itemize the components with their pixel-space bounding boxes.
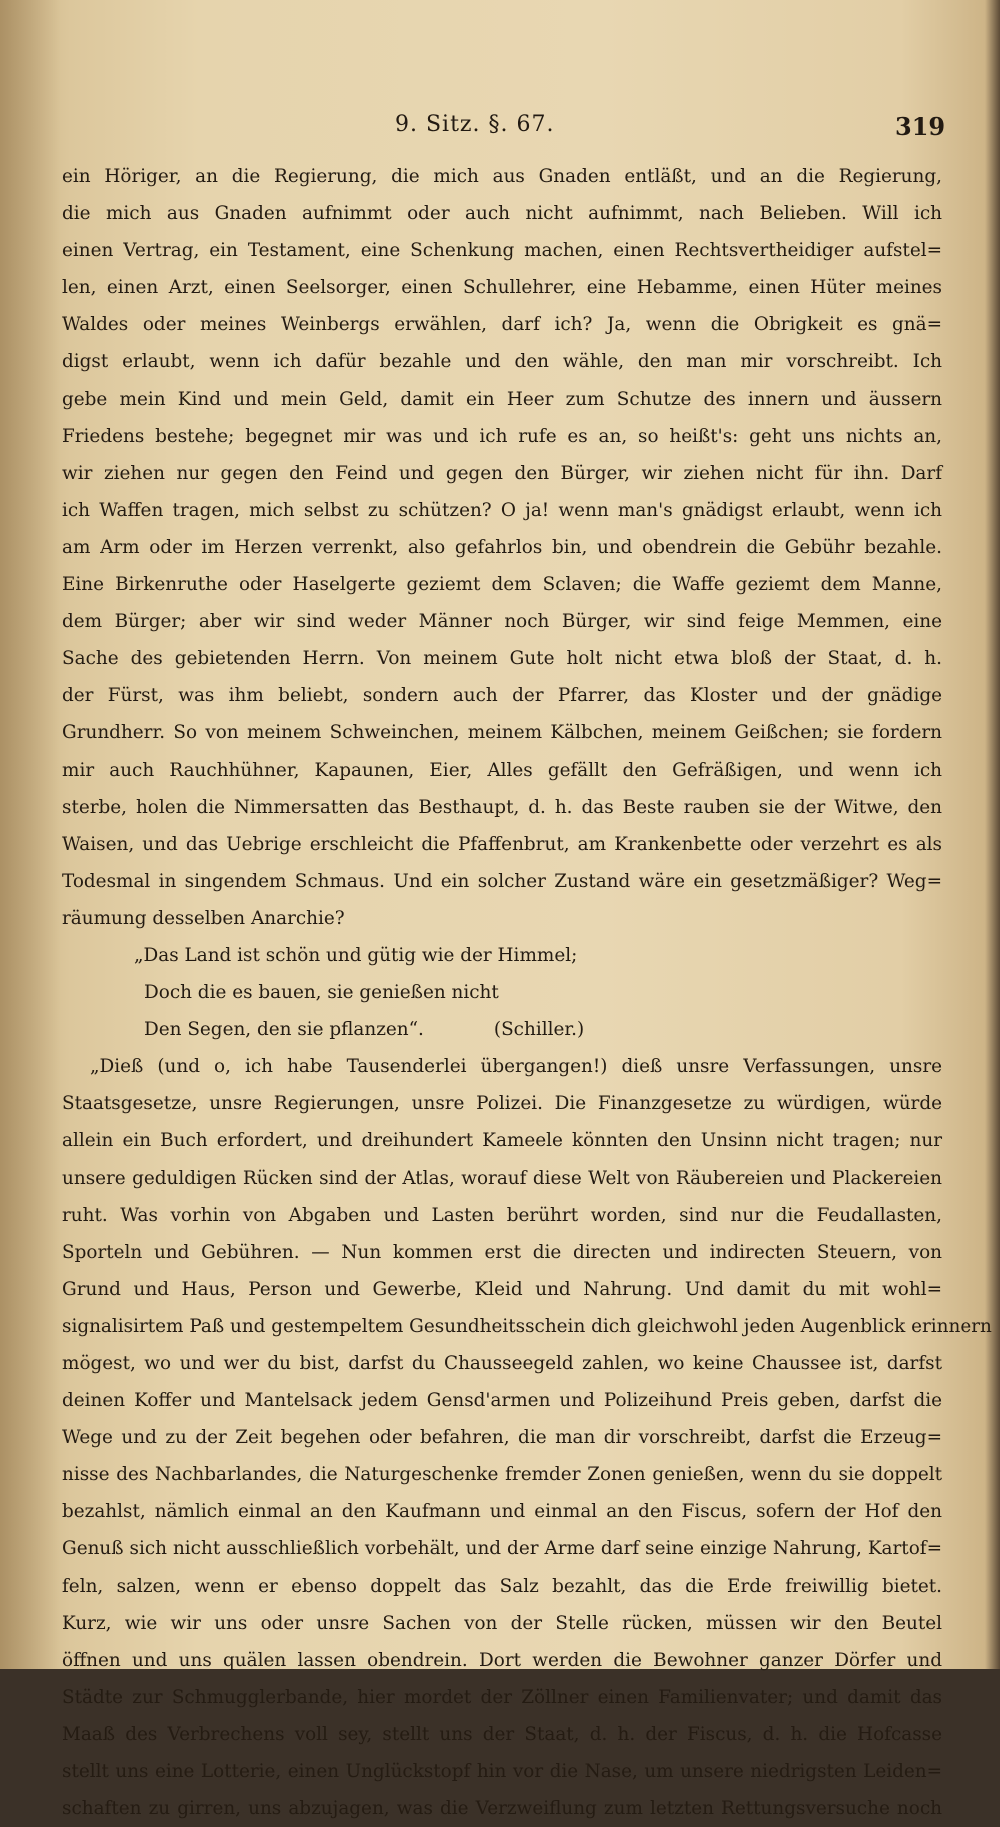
text-line: mögest, wo und wer du bist, darfst du Chausseegeld zahlen, wo keine Chaussee ist, darfst <box>62 1353 942 1374</box>
text-line: Grundherr. So von meinem Schweinchen, meinem Kälbchen, meinem Geißchen; sie fordern <box>62 722 942 744</box>
text-line: deinen Koffer und Mantelsack jedem Gensd'armen und Polizeihund Preis geben, darfst die <box>62 1390 942 1412</box>
page-number: 319 <box>895 112 946 141</box>
text-line: Waisen, und das Uebrige erschleicht die Pfaffenbrut, am Krankenbette oder verzehrt es als <box>62 833 942 855</box>
verse-citation: (Schiller.) <box>493 1019 585 1041</box>
verse-line: Doch die es bauen, sie genießen nicht <box>144 982 499 1004</box>
text-line: signalisirtem Paß und gestempeltem Gesundheitsschein dich gleichwohl jeden Augenblick erinnern <box>62 1315 992 1337</box>
text-line: nisse des Nachbarlandes, die Naturgeschenke fremder Zonen genießen, wenn du sie doppelt <box>62 1464 942 1486</box>
text-line: sterbe, holen die Nimmersatten das Besthaupt, d. h. das Beste rauben sie der Witwe, den <box>62 796 942 818</box>
text-line: ich Waffen tragen, mich selbst zu schützen? O ja! wenn man's gnädigst erlaubt, wenn ich <box>62 499 942 521</box>
text-line: räumung desselben Anarchie? <box>62 907 345 929</box>
text-line: len, einen Arzt, einen Seelsorger, einen Schullehrer, eine Hebamme, einen Hüter meines <box>62 277 942 299</box>
verse-line <box>62 1011 942 1048</box>
text-line: Eine Birkenruthe oder Haselgerte geziemt dem Sclaven; die Waffe geziemt dem Manne, <box>62 574 942 596</box>
text-line: schaften zu girren, uns abzujagen, was die Verzweiflung zum letzten Rettungsversuche noch <box>62 1798 942 1820</box>
page-header <box>0 112 1000 152</box>
text-line: unsere geduldigen Rücken sind der Atlas, worauf diese Welt von Räubereien und Plackereien <box>62 1167 942 1189</box>
text-line: Grund und Haus, Person und Gewerbe, Kleid und Nahrung. Und damit du mit wohl= <box>62 1278 942 1300</box>
text-line: allein ein Buch erfordert, und dreihundert Kameele könnten den Unsinn nicht tragen; nur <box>62 1130 942 1152</box>
text-line: einen Vertrag, ein Testament, eine Schenkung machen, einen Rechtsvertheidiger aufstel= <box>62 240 942 262</box>
text-line: Waldes oder meines Weinbergs erwählen, darf ich? Ja, wenn die Obrigkeit es gnä= <box>62 314 942 336</box>
text-line: Kurz, wie wir uns oder unsre Sachen von der Stelle rücken, müssen wir den Beutel <box>62 1612 942 1634</box>
text-line: Sporteln und Gebühren. — Nun kommen erst die directen und indirecten Steuern, von <box>62 1241 942 1263</box>
text-line: Todesmal in singendem Schmaus. Und ein solcher Zustand wäre ein gesetzmäßiger? Weg= <box>62 870 942 892</box>
text-line: öffnen und uns quälen lassen obendrein. Dort werden die Bewohner ganzer Dörfer und <box>62 1649 942 1671</box>
text-line: ein Höriger, an die Regierung, die mich aus Gnaden entläßt, und an die Regierung, <box>62 166 942 187</box>
text-line: „Dieß (und o, ich habe Tausenderlei übergangen!) dieß unsre Verfassungen, unsre <box>90 1056 942 1078</box>
text-line: am Arm oder im Herzen verrenkt, also gefahrlos bin, und obendrein die Gebühr bezahle. <box>62 536 942 558</box>
text-line: Friedens bestehe; begegnet mir was und ich rufe es an, so heißt's: geht uns nichts an, <box>62 425 942 447</box>
text-line: stellt uns eine Lotterie, einen Unglückstopf hin vor die Nase, um unsere niedrigsten Leiden= <box>62 1761 942 1783</box>
text-line: gebe mein Kind und mein Geld, damit ein Heer zum Schutze des innern und äussern <box>62 388 942 410</box>
verse-line: „Das Land ist schön und gütig wie der Himmel; <box>134 944 578 966</box>
text-line: Städte zur Schmugglerbande, hier mordet der Zöllner einen Familienvater; und damit das <box>62 1686 942 1708</box>
text-line: dem Bürger; aber wir sind weder Männer noch Bürger, wir sind feige Memmen, eine <box>62 611 942 633</box>
text-line: ruht. Was vorhin von Abgaben und Lasten berührt worden, sind nur die Feudallasten, <box>62 1204 942 1226</box>
text-line: digst erlaubt, wenn ich dafür bezahle und den wähle, den man mir vorschreibt. Ich <box>62 351 942 373</box>
text-line: feln, salzen, wenn er ebenso doppelt das Salz bezahlt, das die Erde freiwillig bietet. <box>62 1575 942 1597</box>
text-line: der Fürst, was ihm beliebt, sondern auch der Pfarrer, das Kloster und der gnädige <box>62 685 942 707</box>
text-line: bezahlst, nämlich einmal an den Kaufmann und einmal an den Fiscus, sofern der Hof den <box>62 1501 942 1523</box>
text-line: wir ziehen nur gegen den Feind und gegen den Bürger, wir ziehen nicht für ihn. Darf <box>62 462 942 484</box>
text-line: Genuß sich nicht ausschließlich vorbehält, und der Arme darf seine einzige Nahrung, Kartof= <box>62 1538 942 1560</box>
text-line: Staatsgesetze, unsre Regierungen, unsre Polizei. Die Finanzgesetze zu würdigen, würde <box>62 1093 942 1115</box>
text-line: mir auch Rauchhühner, Kapaunen, Eier, Alles gefällt den Gefräßigen, und wenn ich <box>62 759 942 781</box>
text-line: Wege und zu der Zeit begehen oder befahren, die man dir vorschreibt, darfst die Erzeug= <box>62 1427 942 1449</box>
running-head: 9. Sitz. §. 67. <box>395 112 555 137</box>
verse-text: Den Segen, den sie pflanzen“. <box>144 1019 424 1041</box>
text-line: Maaß des Verbrechens voll sey, stellt uns der Staat, d. h. der Fiscus, d. h. die Hofcasse <box>62 1723 942 1745</box>
main-text <box>62 158 992 1827</box>
text-line: Sache des gebietenden Herrn. Von meinem Gute holt nicht etwa bloß der Staat, d. h. <box>62 648 942 670</box>
text-line: die mich aus Gnaden aufnimmt oder auch nicht aufnimmt, nach Belieben. Will ich <box>62 203 942 225</box>
